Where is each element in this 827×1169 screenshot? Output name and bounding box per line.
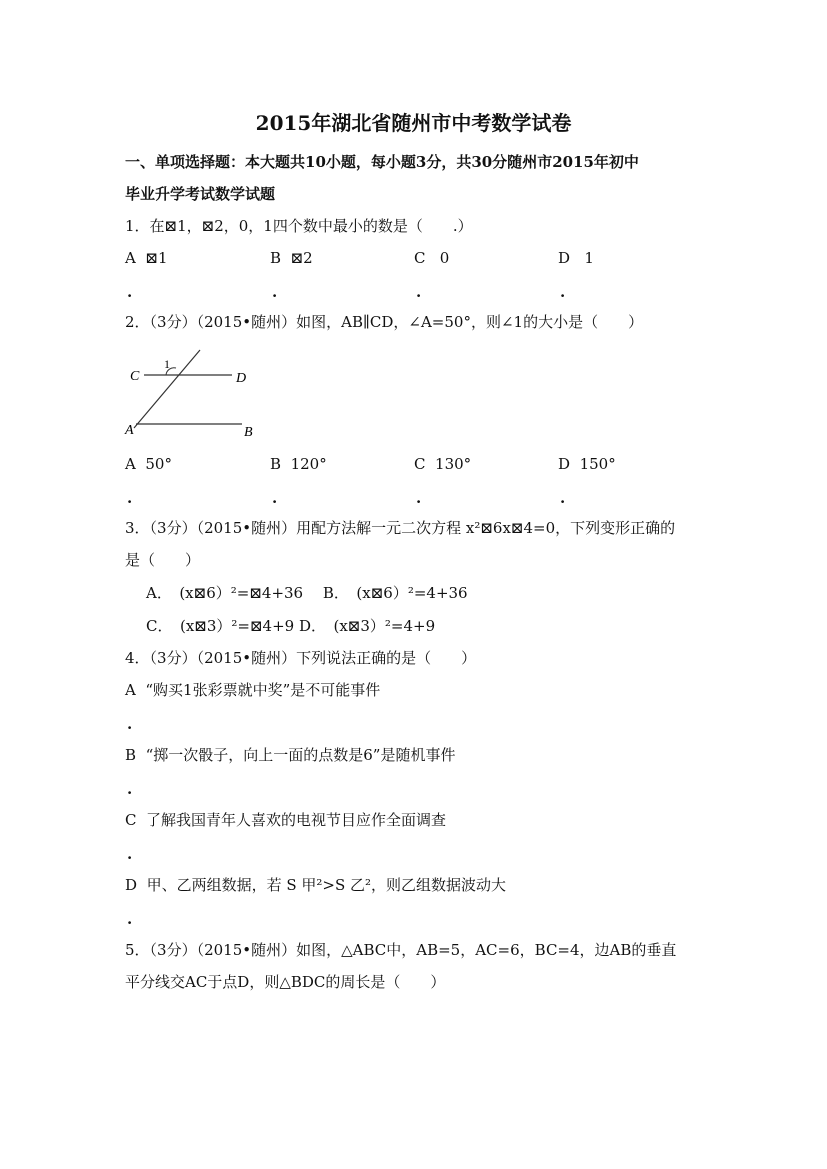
option-dot: . (272, 283, 278, 301)
option-letter: D (558, 249, 571, 267)
label-angle-1: 1 (164, 357, 170, 371)
option-letter: C (125, 811, 137, 829)
option-text: 130° (435, 455, 472, 473)
label-a: A (125, 423, 134, 438)
option-dot: . (127, 845, 133, 863)
question-3-stem-line1: 3．（3分）（2015•随州）用配方法解一元二次方程 x²⊠6x⊠4=0，下列变形正确的 (125, 519, 676, 537)
q1-option-b (270, 248, 313, 268)
q1-option-a (125, 248, 168, 268)
question-3-stem-line2: 是（ ） (125, 551, 201, 569)
option-letter: B (270, 249, 282, 267)
q2-option-c (414, 454, 471, 474)
option-text: 了解我国青年人喜欢的电视节目应作全面调查 (146, 811, 447, 829)
option-letter: B (125, 746, 137, 764)
question-5-stem-line2: 平分线交AC于点D，则△BDC的周长是（ ） (125, 973, 446, 991)
option-dot: . (127, 780, 133, 798)
q1-option-d (558, 248, 594, 268)
section-heading-line1: 一、单项选择题：本大题共10小题，每小题3分，共30分随州市2015年初中 (125, 153, 639, 171)
q2-option-d (558, 454, 616, 474)
option-letter: C (414, 455, 426, 473)
option-text: ⊠2 (290, 249, 313, 267)
q1-option-c (414, 248, 449, 268)
option-dot: . (560, 489, 566, 507)
option-text: “掷一次骰子，向上一面的点数是6”是随机事件 (145, 746, 456, 764)
option-letter: A (125, 455, 136, 473)
option-letter: D (125, 876, 138, 894)
q4-option-c (125, 810, 446, 830)
option-text: “购买1张彩票就中奖”是不可能事件 (145, 681, 381, 699)
option-dot: . (127, 910, 133, 928)
page-title: 2015年湖北省随州市中考数学试卷 (255, 111, 572, 135)
q2-option-b (270, 454, 327, 474)
option-text: 50° (145, 455, 172, 473)
q4-option-b (125, 745, 455, 765)
option-text: 1 (584, 249, 594, 267)
label-b: B (244, 425, 253, 440)
option-dot: . (127, 489, 133, 507)
option-text: 甲、乙两组数据，若 S 甲²>S 乙²，则乙组数据波动大 (146, 876, 507, 894)
option-dot: . (127, 283, 133, 301)
question-2-stem: 2．（3分）（2015•随州）如图，AB∥CD，∠A=50°，则∠1的大小是（ ） (125, 313, 644, 331)
option-text: 150° (579, 455, 616, 473)
option-letter: B (270, 455, 282, 473)
question-1-stem: 1．在⊠1，⊠2，0，1四个数中最小的数是（ .） (125, 217, 473, 235)
option-letter: A (125, 681, 136, 699)
section-heading-line2: 毕业升学考试数学试题 (125, 185, 276, 203)
question-5-stem-line1: 5．（3分）（2015•随州）如图，△ABC中，AB=5，AC=6，BC=4，边AB的垂直 (125, 941, 677, 959)
option-dot: . (416, 283, 422, 301)
q2-option-a (125, 454, 172, 474)
q3-options-row2: C． (x⊠3）²=⊠4+9 D． (x⊠3）²=4+9 (146, 617, 436, 635)
option-letter: A (125, 249, 136, 267)
option-dot: . (127, 715, 133, 733)
q4-option-d (125, 875, 506, 895)
q4-option-a (125, 680, 380, 700)
parallel-lines-figure (120, 344, 265, 444)
q3-options-row1: A． (x⊠6）²=⊠4+36 B． (x⊠6）²=4+36 (146, 584, 468, 602)
option-dot: . (560, 283, 566, 301)
label-d: D (236, 371, 247, 386)
option-text: 0 (439, 249, 450, 267)
option-text: 120° (290, 455, 327, 473)
question-4-stem: 4．（3分）（2015•随州）下列说法正确的是（ ） (125, 649, 477, 667)
option-text: ⊠1 (145, 249, 168, 267)
label-c: C (130, 369, 140, 384)
option-dot: . (416, 489, 422, 507)
option-letter: D (558, 455, 571, 473)
option-letter: C (414, 249, 426, 267)
option-dot: . (272, 489, 278, 507)
